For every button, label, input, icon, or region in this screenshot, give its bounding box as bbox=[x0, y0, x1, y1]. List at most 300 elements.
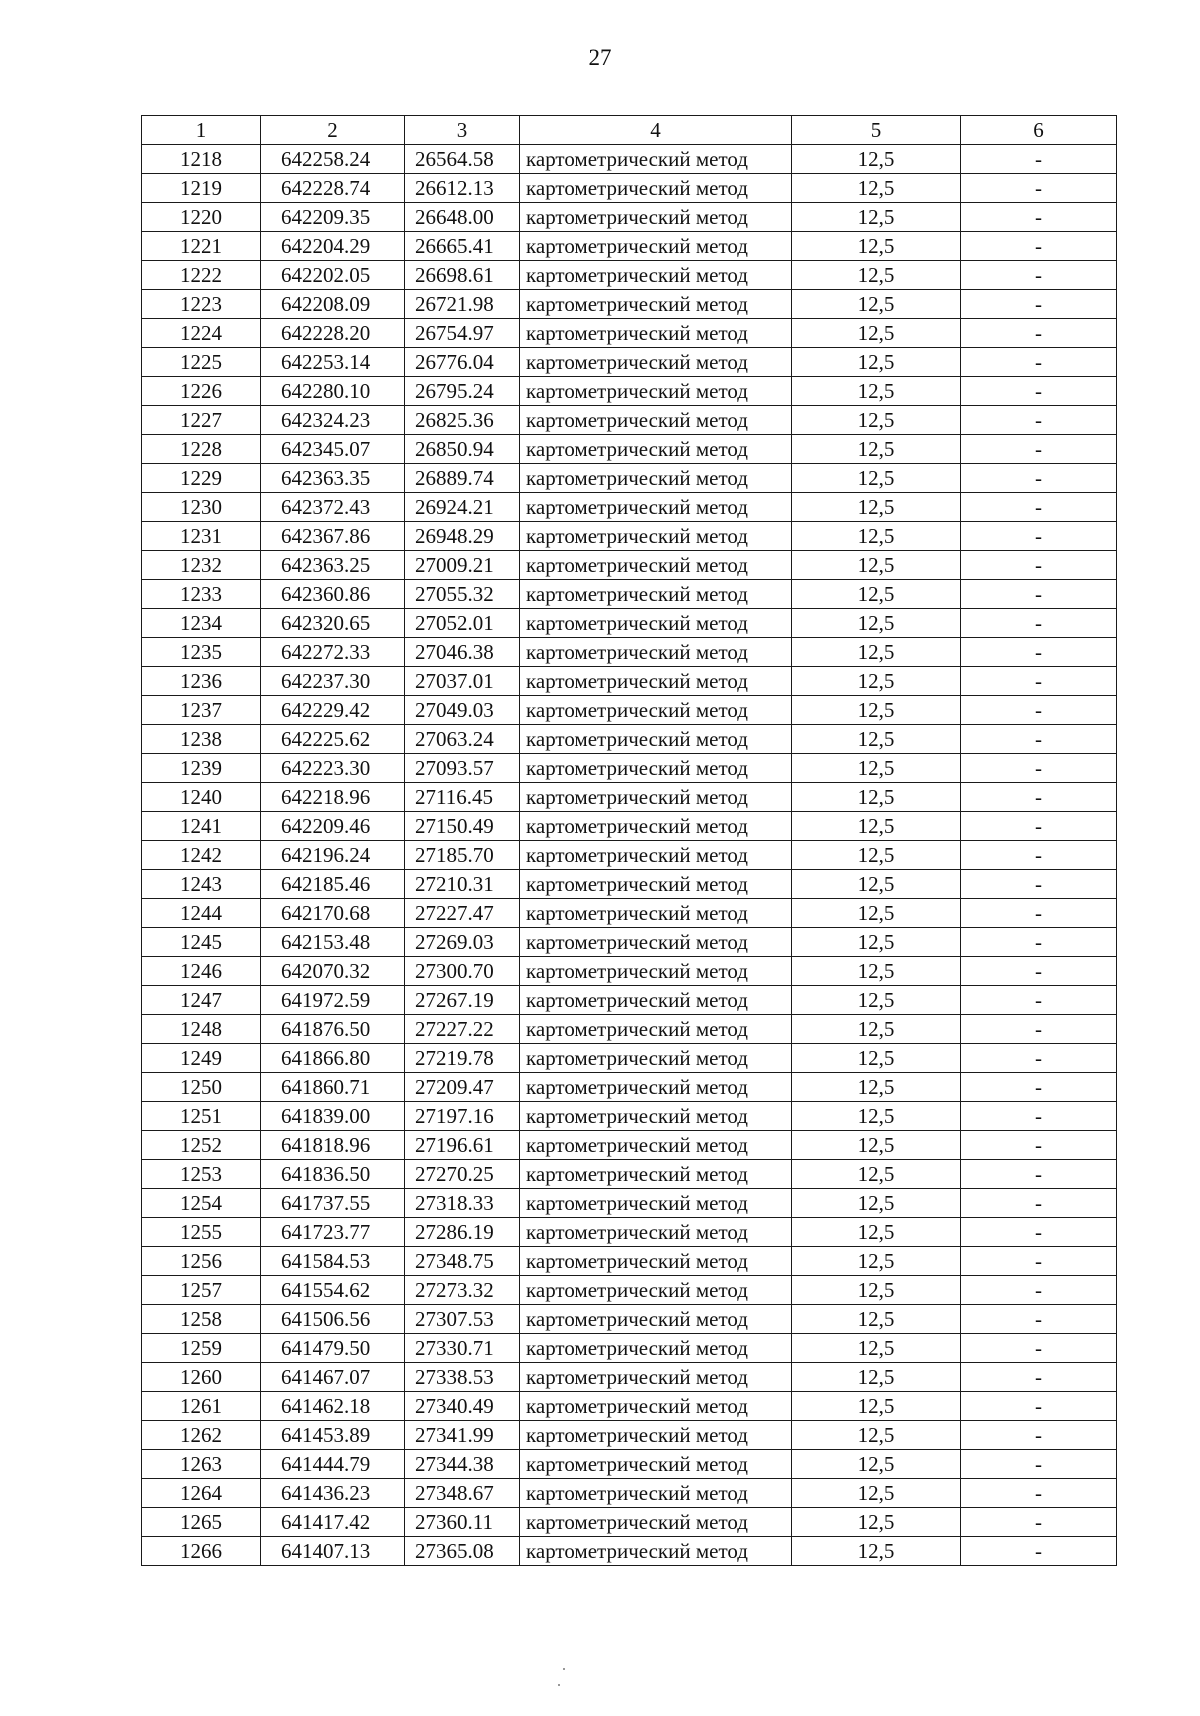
x-coordinate-cell: 641467.07 bbox=[261, 1363, 405, 1392]
y-coordinate-cell: 27197.16 bbox=[405, 1102, 520, 1131]
x-coordinate-cell: 642367.86 bbox=[261, 522, 405, 551]
method-cell: картометрический метод bbox=[520, 870, 792, 899]
point-number-cell: 1229 bbox=[142, 464, 261, 493]
accuracy-cell: 12,5 bbox=[792, 174, 961, 203]
accuracy-cell: 12,5 bbox=[792, 1363, 961, 1392]
method-cell: картометрический метод bbox=[520, 1015, 792, 1044]
note-cell: - bbox=[961, 1015, 1117, 1044]
accuracy-cell: 12,5 bbox=[792, 1160, 961, 1189]
point-number-cell: 1264 bbox=[142, 1479, 261, 1508]
x-coordinate-cell: 642363.25 bbox=[261, 551, 405, 580]
table-row bbox=[142, 261, 1117, 290]
y-coordinate-cell: 27210.31 bbox=[405, 870, 520, 899]
y-coordinate-cell: 27227.47 bbox=[405, 899, 520, 928]
y-coordinate-cell: 26948.29 bbox=[405, 522, 520, 551]
note-cell: - bbox=[961, 957, 1117, 986]
table-row bbox=[142, 522, 1117, 551]
accuracy-cell: 12,5 bbox=[792, 1421, 961, 1450]
y-coordinate-cell: 26564.58 bbox=[405, 145, 520, 174]
point-number-cell: 1231 bbox=[142, 522, 261, 551]
method-cell: картометрический метод bbox=[520, 406, 792, 435]
note-cell: - bbox=[961, 638, 1117, 667]
accuracy-cell: 12,5 bbox=[792, 232, 961, 261]
note-cell: - bbox=[961, 551, 1117, 580]
x-coordinate-cell: 642208.09 bbox=[261, 290, 405, 319]
accuracy-cell: 12,5 bbox=[792, 928, 961, 957]
note-cell: - bbox=[961, 1073, 1117, 1102]
y-coordinate-cell: 27209.47 bbox=[405, 1073, 520, 1102]
method-cell: картометрический метод bbox=[520, 1218, 792, 1247]
method-cell: картометрический метод bbox=[520, 145, 792, 174]
note-cell: - bbox=[961, 754, 1117, 783]
x-coordinate-cell: 641444.79 bbox=[261, 1450, 405, 1479]
x-coordinate-cell: 642185.46 bbox=[261, 870, 405, 899]
method-cell: картометрический метод bbox=[520, 1392, 792, 1421]
x-coordinate-cell: 642345.07 bbox=[261, 435, 405, 464]
table-row bbox=[142, 377, 1117, 406]
x-coordinate-cell: 641554.62 bbox=[261, 1276, 405, 1305]
point-number-cell: 1228 bbox=[142, 435, 261, 464]
page-number: 27 bbox=[588, 45, 612, 70]
y-coordinate-cell: 27365.08 bbox=[405, 1537, 520, 1566]
method-cell: картометрический метод bbox=[520, 1247, 792, 1276]
point-number-cell: 1250 bbox=[142, 1073, 261, 1102]
x-coordinate-cell: 642253.14 bbox=[261, 348, 405, 377]
accuracy-cell: 12,5 bbox=[792, 261, 961, 290]
point-number-cell: 1261 bbox=[142, 1392, 261, 1421]
method-cell: картометрический метод bbox=[520, 1044, 792, 1073]
note-cell: - bbox=[961, 870, 1117, 899]
x-coordinate-cell: 641506.56 bbox=[261, 1305, 405, 1334]
x-coordinate-cell: 642258.24 bbox=[261, 145, 405, 174]
table-row bbox=[142, 1218, 1117, 1247]
accuracy-cell: 12,5 bbox=[792, 1131, 961, 1160]
accuracy-cell: 12,5 bbox=[792, 986, 961, 1015]
x-coordinate-cell: 642223.30 bbox=[261, 754, 405, 783]
accuracy-cell: 12,5 bbox=[792, 899, 961, 928]
accuracy-cell: 12,5 bbox=[792, 957, 961, 986]
y-coordinate-cell: 27055.32 bbox=[405, 580, 520, 609]
method-cell: картометрический метод bbox=[520, 783, 792, 812]
note-cell: - bbox=[961, 435, 1117, 464]
x-coordinate-cell: 642153.48 bbox=[261, 928, 405, 957]
note-cell: - bbox=[961, 1508, 1117, 1537]
method-cell: картометрический метод bbox=[520, 667, 792, 696]
method-cell: картометрический метод bbox=[520, 609, 792, 638]
note-cell: - bbox=[961, 1450, 1117, 1479]
accuracy-cell: 12,5 bbox=[792, 754, 961, 783]
note-cell: - bbox=[961, 1334, 1117, 1363]
accuracy-cell: 12,5 bbox=[792, 522, 961, 551]
x-coordinate-cell: 642225.62 bbox=[261, 725, 405, 754]
table-row bbox=[142, 957, 1117, 986]
scan-speck bbox=[558, 1684, 560, 1686]
x-coordinate-cell: 642070.32 bbox=[261, 957, 405, 986]
method-cell: картометрический метод bbox=[520, 203, 792, 232]
point-number-cell: 1258 bbox=[142, 1305, 261, 1334]
point-number-cell: 1233 bbox=[142, 580, 261, 609]
point-number-cell: 1255 bbox=[142, 1218, 261, 1247]
method-cell: картометрический метод bbox=[520, 638, 792, 667]
accuracy-cell: 12,5 bbox=[792, 783, 961, 812]
point-number-cell: 1262 bbox=[142, 1421, 261, 1450]
y-coordinate-cell: 27009.21 bbox=[405, 551, 520, 580]
x-coordinate-cell: 641836.50 bbox=[261, 1160, 405, 1189]
table-row bbox=[142, 1508, 1117, 1537]
x-coordinate-cell: 642202.05 bbox=[261, 261, 405, 290]
header-col-3: 3 bbox=[405, 116, 520, 145]
method-cell: картометрический метод bbox=[520, 1421, 792, 1450]
y-coordinate-cell: 27196.61 bbox=[405, 1131, 520, 1160]
point-number-cell: 1220 bbox=[142, 203, 261, 232]
accuracy-cell: 12,5 bbox=[792, 464, 961, 493]
method-cell: картометрический метод bbox=[520, 1276, 792, 1305]
point-number-cell: 1222 bbox=[142, 261, 261, 290]
accuracy-cell: 12,5 bbox=[792, 290, 961, 319]
note-cell: - bbox=[961, 1305, 1117, 1334]
note-cell: - bbox=[961, 928, 1117, 957]
accuracy-cell: 12,5 bbox=[792, 638, 961, 667]
note-cell: - bbox=[961, 812, 1117, 841]
accuracy-cell: 12,5 bbox=[792, 493, 961, 522]
accuracy-cell: 12,5 bbox=[792, 1508, 961, 1537]
x-coordinate-cell: 642228.74 bbox=[261, 174, 405, 203]
method-cell: картометрический метод bbox=[520, 1102, 792, 1131]
method-cell: картометрический метод bbox=[520, 1305, 792, 1334]
point-number-cell: 1259 bbox=[142, 1334, 261, 1363]
table-body bbox=[142, 145, 1117, 1566]
note-cell: - bbox=[961, 1276, 1117, 1305]
point-number-cell: 1263 bbox=[142, 1450, 261, 1479]
table-row bbox=[142, 1305, 1117, 1334]
note-cell: - bbox=[961, 1392, 1117, 1421]
accuracy-cell: 12,5 bbox=[792, 1392, 961, 1421]
method-cell: картометрический метод bbox=[520, 1450, 792, 1479]
note-cell: - bbox=[961, 1537, 1117, 1566]
y-coordinate-cell: 27052.01 bbox=[405, 609, 520, 638]
table-row bbox=[142, 1131, 1117, 1160]
x-coordinate-cell: 642229.42 bbox=[261, 696, 405, 725]
point-number-cell: 1236 bbox=[142, 667, 261, 696]
table-row bbox=[142, 841, 1117, 870]
y-coordinate-cell: 26795.24 bbox=[405, 377, 520, 406]
accuracy-cell: 12,5 bbox=[792, 1218, 961, 1247]
x-coordinate-cell: 641436.23 bbox=[261, 1479, 405, 1508]
table-row bbox=[142, 1189, 1117, 1218]
scan-speck bbox=[563, 1668, 565, 1670]
note-cell: - bbox=[961, 464, 1117, 493]
table-row bbox=[142, 435, 1117, 464]
accuracy-cell: 12,5 bbox=[792, 1305, 961, 1334]
table-row bbox=[142, 609, 1117, 638]
method-cell: картометрический метод bbox=[520, 493, 792, 522]
method-cell: картометрический метод bbox=[520, 290, 792, 319]
note-cell: - bbox=[961, 493, 1117, 522]
accuracy-cell: 12,5 bbox=[792, 1102, 961, 1131]
table-row bbox=[142, 928, 1117, 957]
method-cell: картометрический метод bbox=[520, 725, 792, 754]
accuracy-cell: 12,5 bbox=[792, 1450, 961, 1479]
y-coordinate-cell: 27270.25 bbox=[405, 1160, 520, 1189]
point-number-cell: 1224 bbox=[142, 319, 261, 348]
point-number-cell: 1243 bbox=[142, 870, 261, 899]
table-row bbox=[142, 1421, 1117, 1450]
note-cell: - bbox=[961, 290, 1117, 319]
table-row bbox=[142, 203, 1117, 232]
point-number-cell: 1235 bbox=[142, 638, 261, 667]
x-coordinate-cell: 641479.50 bbox=[261, 1334, 405, 1363]
table-header-row bbox=[142, 116, 1117, 145]
table-row bbox=[142, 1537, 1117, 1566]
x-coordinate-cell: 642237.30 bbox=[261, 667, 405, 696]
note-cell: - bbox=[961, 1363, 1117, 1392]
method-cell: картометрический метод bbox=[520, 812, 792, 841]
point-number-cell: 1232 bbox=[142, 551, 261, 580]
y-coordinate-cell: 27318.33 bbox=[405, 1189, 520, 1218]
table-row bbox=[142, 290, 1117, 319]
accuracy-cell: 12,5 bbox=[792, 551, 961, 580]
method-cell: картометрический метод bbox=[520, 696, 792, 725]
accuracy-cell: 12,5 bbox=[792, 435, 961, 464]
table-row bbox=[142, 1479, 1117, 1508]
y-coordinate-cell: 26924.21 bbox=[405, 493, 520, 522]
table-row bbox=[142, 1073, 1117, 1102]
note-cell: - bbox=[961, 1102, 1117, 1131]
point-number-cell: 1251 bbox=[142, 1102, 261, 1131]
table-row bbox=[142, 754, 1117, 783]
method-cell: картометрический метод bbox=[520, 377, 792, 406]
table-row bbox=[142, 1102, 1117, 1131]
accuracy-cell: 12,5 bbox=[792, 1015, 961, 1044]
accuracy-cell: 12,5 bbox=[792, 1189, 961, 1218]
point-number-cell: 1260 bbox=[142, 1363, 261, 1392]
y-coordinate-cell: 27063.24 bbox=[405, 725, 520, 754]
table-row bbox=[142, 1450, 1117, 1479]
note-cell: - bbox=[961, 261, 1117, 290]
point-number-cell: 1252 bbox=[142, 1131, 261, 1160]
note-cell: - bbox=[961, 1247, 1117, 1276]
y-coordinate-cell: 27273.32 bbox=[405, 1276, 520, 1305]
point-number-cell: 1246 bbox=[142, 957, 261, 986]
point-number-cell: 1257 bbox=[142, 1276, 261, 1305]
point-number-cell: 1241 bbox=[142, 812, 261, 841]
y-coordinate-cell: 26850.94 bbox=[405, 435, 520, 464]
table-row bbox=[142, 1247, 1117, 1276]
method-cell: картометрический метод bbox=[520, 986, 792, 1015]
y-coordinate-cell: 27185.70 bbox=[405, 841, 520, 870]
accuracy-cell: 12,5 bbox=[792, 725, 961, 754]
method-cell: картометрический метод bbox=[520, 1160, 792, 1189]
y-coordinate-cell: 27267.19 bbox=[405, 986, 520, 1015]
method-cell: картометрический метод bbox=[520, 841, 792, 870]
accuracy-cell: 12,5 bbox=[792, 1247, 961, 1276]
point-number-cell: 1234 bbox=[142, 609, 261, 638]
point-number-cell: 1226 bbox=[142, 377, 261, 406]
y-coordinate-cell: 27300.70 bbox=[405, 957, 520, 986]
x-coordinate-cell: 641972.59 bbox=[261, 986, 405, 1015]
y-coordinate-cell: 27340.49 bbox=[405, 1392, 520, 1421]
note-cell: - bbox=[961, 232, 1117, 261]
point-number-cell: 1253 bbox=[142, 1160, 261, 1189]
method-cell: картометрический метод bbox=[520, 261, 792, 290]
point-number-cell: 1239 bbox=[142, 754, 261, 783]
point-number-cell: 1240 bbox=[142, 783, 261, 812]
point-number-cell: 1242 bbox=[142, 841, 261, 870]
note-cell: - bbox=[961, 406, 1117, 435]
accuracy-cell: 12,5 bbox=[792, 812, 961, 841]
table-row bbox=[142, 870, 1117, 899]
table-row bbox=[142, 551, 1117, 580]
note-cell: - bbox=[961, 1479, 1117, 1508]
x-coordinate-cell: 642372.43 bbox=[261, 493, 405, 522]
coordinates-table bbox=[141, 115, 1117, 1566]
y-coordinate-cell: 27219.78 bbox=[405, 1044, 520, 1073]
note-cell: - bbox=[961, 377, 1117, 406]
table-row bbox=[142, 1160, 1117, 1189]
table-row bbox=[142, 899, 1117, 928]
note-cell: - bbox=[961, 609, 1117, 638]
method-cell: картометрический метод bbox=[520, 435, 792, 464]
note-cell: - bbox=[961, 1421, 1117, 1450]
y-coordinate-cell: 27360.11 bbox=[405, 1508, 520, 1537]
y-coordinate-cell: 27338.53 bbox=[405, 1363, 520, 1392]
table-row bbox=[142, 1276, 1117, 1305]
accuracy-cell: 12,5 bbox=[792, 1044, 961, 1073]
method-cell: картометрический метод bbox=[520, 348, 792, 377]
table-row bbox=[142, 783, 1117, 812]
table-row bbox=[142, 1392, 1117, 1421]
method-cell: картометрический метод bbox=[520, 754, 792, 783]
point-number-cell: 1218 bbox=[142, 145, 261, 174]
y-coordinate-cell: 26721.98 bbox=[405, 290, 520, 319]
accuracy-cell: 12,5 bbox=[792, 1276, 961, 1305]
x-coordinate-cell: 641462.18 bbox=[261, 1392, 405, 1421]
method-cell: картометрический метод bbox=[520, 1189, 792, 1218]
x-coordinate-cell: 642209.35 bbox=[261, 203, 405, 232]
method-cell: картометрический метод bbox=[520, 319, 792, 348]
header-col-6: 6 bbox=[961, 116, 1117, 145]
accuracy-cell: 12,5 bbox=[792, 377, 961, 406]
note-cell: - bbox=[961, 348, 1117, 377]
table-row bbox=[142, 986, 1117, 1015]
y-coordinate-cell: 27286.19 bbox=[405, 1218, 520, 1247]
method-cell: картометрический метод bbox=[520, 1508, 792, 1537]
point-number-cell: 1227 bbox=[142, 406, 261, 435]
note-cell: - bbox=[961, 1131, 1117, 1160]
accuracy-cell: 12,5 bbox=[792, 696, 961, 725]
header-col-5: 5 bbox=[792, 116, 961, 145]
point-number-cell: 1249 bbox=[142, 1044, 261, 1073]
y-coordinate-cell: 26648.00 bbox=[405, 203, 520, 232]
table-row bbox=[142, 464, 1117, 493]
method-cell: картометрический метод bbox=[520, 232, 792, 261]
point-number-cell: 1223 bbox=[142, 290, 261, 319]
point-number-cell: 1219 bbox=[142, 174, 261, 203]
header-col-2: 2 bbox=[261, 116, 405, 145]
accuracy-cell: 12,5 bbox=[792, 406, 961, 435]
method-cell: картометрический метод bbox=[520, 551, 792, 580]
accuracy-cell: 12,5 bbox=[792, 667, 961, 696]
x-coordinate-cell: 642324.23 bbox=[261, 406, 405, 435]
x-coordinate-cell: 641407.13 bbox=[261, 1537, 405, 1566]
note-cell: - bbox=[961, 899, 1117, 928]
method-cell: картометрический метод bbox=[520, 464, 792, 493]
table-row bbox=[142, 667, 1117, 696]
note-cell: - bbox=[961, 1160, 1117, 1189]
table-row bbox=[142, 232, 1117, 261]
y-coordinate-cell: 27227.22 bbox=[405, 1015, 520, 1044]
x-coordinate-cell: 641453.89 bbox=[261, 1421, 405, 1450]
accuracy-cell: 12,5 bbox=[792, 1537, 961, 1566]
note-cell: - bbox=[961, 522, 1117, 551]
accuracy-cell: 12,5 bbox=[792, 319, 961, 348]
note-cell: - bbox=[961, 203, 1117, 232]
x-coordinate-cell: 641584.53 bbox=[261, 1247, 405, 1276]
x-coordinate-cell: 642196.24 bbox=[261, 841, 405, 870]
y-coordinate-cell: 27049.03 bbox=[405, 696, 520, 725]
x-coordinate-cell: 642209.46 bbox=[261, 812, 405, 841]
point-number-cell: 1265 bbox=[142, 1508, 261, 1537]
x-coordinate-cell: 641876.50 bbox=[261, 1015, 405, 1044]
y-coordinate-cell: 27341.99 bbox=[405, 1421, 520, 1450]
y-coordinate-cell: 27269.03 bbox=[405, 928, 520, 957]
table-row bbox=[142, 145, 1117, 174]
point-number-cell: 1254 bbox=[142, 1189, 261, 1218]
y-coordinate-cell: 27330.71 bbox=[405, 1334, 520, 1363]
accuracy-cell: 12,5 bbox=[792, 1073, 961, 1102]
method-cell: картометрический метод bbox=[520, 1363, 792, 1392]
y-coordinate-cell: 26889.74 bbox=[405, 464, 520, 493]
accuracy-cell: 12,5 bbox=[792, 203, 961, 232]
method-cell: картометрический метод bbox=[520, 899, 792, 928]
x-coordinate-cell: 642320.65 bbox=[261, 609, 405, 638]
y-coordinate-cell: 27150.49 bbox=[405, 812, 520, 841]
point-number-cell: 1244 bbox=[142, 899, 261, 928]
y-coordinate-cell: 27348.75 bbox=[405, 1247, 520, 1276]
note-cell: - bbox=[961, 783, 1117, 812]
accuracy-cell: 12,5 bbox=[792, 841, 961, 870]
x-coordinate-cell: 641723.77 bbox=[261, 1218, 405, 1247]
table-row bbox=[142, 725, 1117, 754]
x-coordinate-cell: 641839.00 bbox=[261, 1102, 405, 1131]
y-coordinate-cell: 26825.36 bbox=[405, 406, 520, 435]
table-row bbox=[142, 1044, 1117, 1073]
note-cell: - bbox=[961, 696, 1117, 725]
accuracy-cell: 12,5 bbox=[792, 348, 961, 377]
x-coordinate-cell: 642170.68 bbox=[261, 899, 405, 928]
note-cell: - bbox=[961, 667, 1117, 696]
point-number-cell: 1266 bbox=[142, 1537, 261, 1566]
note-cell: - bbox=[961, 1218, 1117, 1247]
x-coordinate-cell: 641737.55 bbox=[261, 1189, 405, 1218]
y-coordinate-cell: 27348.67 bbox=[405, 1479, 520, 1508]
table-row bbox=[142, 319, 1117, 348]
accuracy-cell: 12,5 bbox=[792, 870, 961, 899]
y-coordinate-cell: 27116.45 bbox=[405, 783, 520, 812]
method-cell: картометрический метод bbox=[520, 580, 792, 609]
y-coordinate-cell: 26612.13 bbox=[405, 174, 520, 203]
y-coordinate-cell: 27046.38 bbox=[405, 638, 520, 667]
accuracy-cell: 12,5 bbox=[792, 1334, 961, 1363]
accuracy-cell: 12,5 bbox=[792, 145, 961, 174]
x-coordinate-cell: 642363.35 bbox=[261, 464, 405, 493]
table-row bbox=[142, 580, 1117, 609]
note-cell: - bbox=[961, 319, 1117, 348]
point-number-cell: 1225 bbox=[142, 348, 261, 377]
method-cell: картометрический метод bbox=[520, 1131, 792, 1160]
note-cell: - bbox=[961, 174, 1117, 203]
header-col-4: 4 bbox=[520, 116, 792, 145]
